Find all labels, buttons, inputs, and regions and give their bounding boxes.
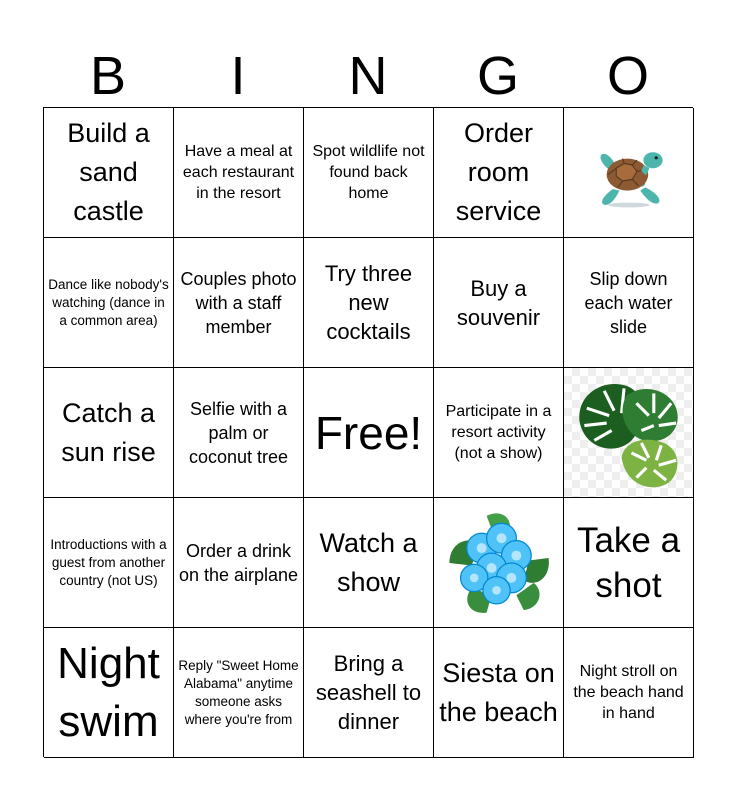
bingo-cell[interactable] [174, 108, 304, 238]
bingo-cell[interactable] [564, 498, 694, 628]
bingo-cell[interactable] [44, 498, 174, 628]
bingo-cell[interactable] [44, 108, 174, 238]
header-letter-o: O [606, 46, 649, 106]
bingo-cell-text: Order a drink on the airplane [178, 540, 299, 585]
bingo-cell[interactable] [304, 628, 434, 758]
bingo-cell-text: Order room service [455, 118, 542, 226]
header-letter-i: I [230, 46, 246, 106]
bingo-cell[interactable] [564, 108, 694, 238]
bingo-cell[interactable] [174, 628, 304, 758]
header-letter-b: B [89, 46, 127, 106]
bingo-cell[interactable] [304, 238, 434, 368]
bingo-cell-text: Have a meal at each restaurant in the resort [182, 143, 295, 202]
monstera-leaves-image [567, 371, 691, 495]
bingo-cell[interactable] [564, 368, 694, 498]
bingo-cell-text: Build a sand castle [67, 118, 150, 226]
bingo-cell-text: Participate in a resort activity (not a show) [445, 403, 552, 462]
header-letter-g: G [476, 46, 519, 106]
bingo-cell-text: Try three new cocktails [324, 261, 413, 344]
bingo-cell-text: Selfie with a palm or coconut tree [188, 398, 289, 467]
bingo-cell-text: Bring a seashell to dinner [315, 651, 422, 734]
bingo-cell-text: Dance like nobody's watching (dance in a common area) [48, 276, 169, 328]
bingo-cell-text: Reply "Sweet Home Alabama" anytime someone asks where you're from [178, 657, 299, 727]
bingo-cell-text: Couples photo with a staff member [180, 268, 297, 337]
bingo-cell-text: Night stroll on the beach hand in hand [573, 663, 684, 722]
bingo-cell[interactable] [174, 498, 304, 628]
bingo-cell[interactable] [434, 628, 564, 758]
bingo-cell[interactable] [44, 628, 174, 758]
bingo-cell-text: Night swim [57, 638, 160, 746]
bingo-cell[interactable] [44, 368, 174, 498]
bingo-cell[interactable] [434, 108, 564, 238]
bingo-cell-text: Free! [314, 406, 423, 459]
bingo-cell[interactable] [304, 498, 434, 628]
bingo-cell-text: Take a shot [576, 520, 681, 605]
bingo-cell[interactable] [304, 368, 434, 498]
bingo-cell[interactable] [304, 108, 434, 238]
bingo-cell[interactable] [434, 238, 564, 368]
bingo-cell[interactable] [564, 238, 694, 368]
bingo-cell[interactable] [174, 368, 304, 498]
bingo-cell[interactable] [564, 628, 694, 758]
bingo-cell[interactable] [44, 238, 174, 368]
sea-turtle-image [589, 133, 669, 213]
bingo-cell-text: Watch a show [319, 527, 418, 597]
bingo-cell-text: Catch a sun rise [61, 397, 156, 467]
bingo-cell[interactable] [174, 238, 304, 368]
blue-hibiscus-image [437, 501, 561, 625]
bingo-cell-text: Slip down each water slide [584, 268, 673, 337]
bingo-cell-text: Spot wildlife not found back home [312, 143, 425, 202]
bingo-cell-text: Buy a souvenir [456, 275, 541, 330]
bingo-cell-text: Siesta on the beach [439, 657, 558, 727]
bingo-board [43, 107, 693, 757]
header-letter-n: N [348, 46, 388, 106]
bingo-cell[interactable] [434, 498, 564, 628]
bingo-cell[interactable] [434, 368, 564, 498]
bingo-cell-text: Introductions with a guest from another country (not US) [50, 536, 167, 588]
bingo-header [43, 45, 693, 107]
